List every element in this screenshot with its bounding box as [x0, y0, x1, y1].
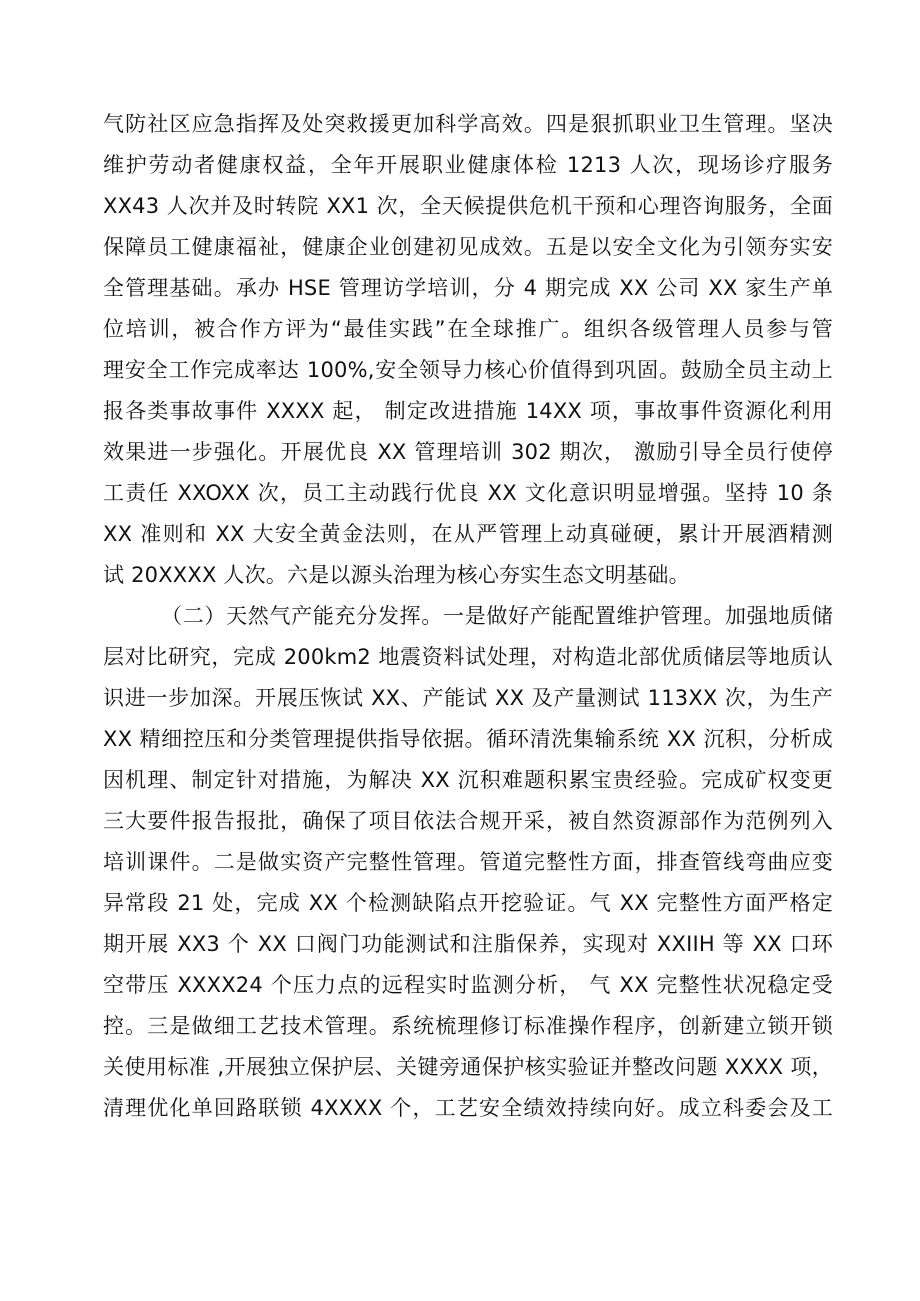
text-line: 三大要件报告报批，确保了项目依法合规开采，被自然资源部作为范例列入 — [103, 809, 833, 833]
text-line: XX 准则和 XX 大安全黄金法则，在从严管理上动真碰硬，累计开展酒精测 — [103, 522, 833, 546]
text-line: 控。三是做细工艺技术管理。系统梳理修订标准操作程序，创新建立锁开锁 — [103, 1014, 833, 1038]
text-line: 期开展 XX3 个 XX 口阀门功能测试和注脂保养，实现对 XXIIH 等 XX 口环 — [103, 932, 833, 956]
body-text — [103, 104, 833, 1129]
text-line: 位培训，被合作方评为“最佳实践”在全球推广。组织各级管理人员参与管 — [103, 317, 833, 341]
paragraph-2 — [103, 596, 833, 1129]
text-line: 异常段 21 处，完成 XX 个检测缺陷点开挖验证。气 XX 完整性方面严格定 — [103, 891, 833, 915]
text-line: 层对比研究，完成 200km2 地震资料试处理，对构造北部优质储层等地质认 — [103, 645, 833, 669]
text-line: 工责任 XXOXX 次，员工主动践行优良 XX 文化意识明显增强。坚持 10 条 — [103, 481, 833, 505]
text-line: 空带压 XXXX24 个压力点的远程实时监测分析， 气 XX 完整性状况稳定受 — [103, 973, 833, 997]
text-line: 气防社区应急指挥及处突救援更加科学高效。四是狠抓职业卫生管理。坚决 — [103, 112, 833, 136]
text-line: 全管理基础。承办 HSE 管理访学培训，分 4 期完成 XX 公司 XX 家生产单 — [103, 276, 833, 300]
text-line: 理安全工作完成率达 100%,安全领导力核心价值得到巩固。鼓励全员主动上 — [103, 358, 833, 382]
text-line: 效果进一步强化。开展优良 XX 管理培训 302 期次， 激励引导全员行使停 — [103, 440, 833, 464]
text-line: 清理优化单回路联锁 4XXXX 个，工艺安全绩效持续向好。成立科委会及工 — [103, 1096, 833, 1120]
text-line: 因机理、制定针对措施，为解决 XX 沉积难题积累宝贵经验。完成矿权变更 — [103, 768, 833, 792]
text-line: 培训课件。二是做实资产完整性管理。管道完整性方面，排查管线弯曲应变 — [103, 850, 833, 874]
text-line: 关使用标准 ,开展独立保护层、关键旁通保护核实验证并整改问题 XXXX 项， — [103, 1055, 833, 1079]
text-line: 维护劳动者健康权益，全年开展职业健康体检 1213 人次，现场诊疗服务 — [103, 153, 833, 177]
text-line: （二）天然气产能充分发挥。一是做好产能配置维护管理。加强地质储 — [161, 604, 833, 628]
text-line: 识进一步加深。开展压恢试 XX、产能试 XX 及产量测试 113XX 次，为生产 — [103, 686, 833, 710]
text-line: 报各类事故事件 XXXX 起， 制定改进措施 14XX 项，事故事件资源化利用 — [103, 399, 833, 423]
text-line: 试 20XXXX 人次。六是以源头治理为核心夯实生态文明基础。 — [103, 563, 690, 587]
text-line: XX43 人次并及时转院 XX1 次，全天候提供危机干预和心理咨询服务，全面 — [103, 194, 833, 218]
text-line: XX 精细控压和分类管理提供指导依据。循环清洗集输系统 XX 沉积，分析成 — [103, 727, 833, 751]
text-line: 保障员工健康福祉，健康企业创建初见成效。五是以安全文化为引领夯实安 — [103, 235, 833, 259]
paragraph-1 — [103, 104, 833, 596]
